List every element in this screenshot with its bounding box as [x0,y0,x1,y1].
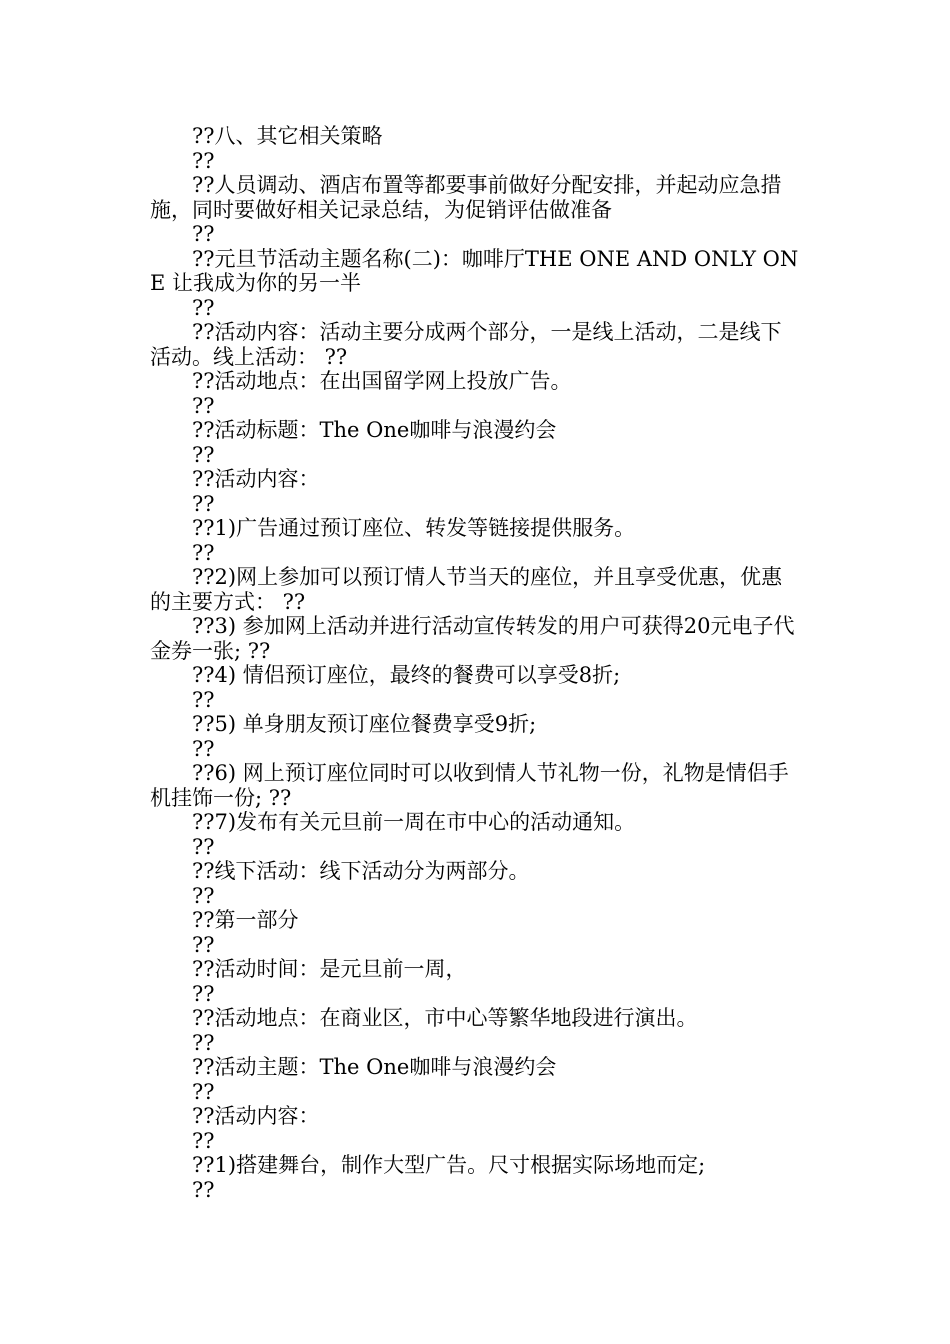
paragraph-content-label-2: ??活动内容： [192,1104,320,1128]
paragraph-blank: ?? [192,222,215,246]
paragraph-blank: ?? [192,932,215,957]
paragraph-part-one: ??第一部分 [192,908,299,932]
paragraph-item-1: ??1)广告通过预订座位、转发等链接提供服务。 [192,516,636,540]
paragraph-item-4: ??4) 情侣预订座位，最终的餐费可以享受8折; [192,663,621,687]
paragraph-blank: ?? [192,1128,215,1153]
paragraph-blank: ?? [192,442,215,467]
paragraph-item-2: ??2)网上参加可以预订情人节当天的座位，并且享受优惠，优惠的主要方式： ?? [150,565,783,614]
document-body [150,124,800,1202]
paragraph-blank: ?? [192,883,215,908]
paragraph-item-5: ??5) 单身朋友预订座位餐费享受9折; [192,712,537,736]
paragraph-blank: ?? [192,393,215,418]
paragraph-blank: ?? [192,148,215,173]
paragraph-activity-time: ??活动时间：是元旦前一周， [192,957,467,981]
paragraph-theme-title: ??元旦节活动主题名称(二)：咖啡厅THE ONE AND ONLY ONE 让我成为你的另一半 [150,246,799,295]
paragraph-blank: ?? [192,1030,215,1055]
paragraph-blank: ?? [192,1079,215,1104]
paragraph-offline-activity: ??线下活动：线下活动分为两部分。 [192,859,530,883]
paragraph-heading-other-strategies: ??八、其它相关策略 [192,124,383,148]
paragraph-item-3: ??3) 参加网上活动并进行活动宣传转发的用户可获得20元电子代金券一张; ?? [150,614,795,663]
paragraph-blank: ?? [192,540,215,565]
paragraph-content-label: ??活动内容： [192,467,320,491]
paragraph-blank: ?? [192,736,215,761]
paragraph-blank: ?? [192,295,215,320]
paragraph-item-6: ??6) 网上预订座位同时可以收到情人节礼物一份，礼物是情侣手机挂饰一份; ?? [150,761,789,810]
paragraph-activity-theme: ??活动主题：The One咖啡与浪漫约会 [192,1055,557,1079]
paragraph-item-7: ??7)发布有关元旦前一周在市中心的活动通知。 [192,810,636,834]
paragraph-blank: ?? [192,981,215,1006]
paragraph-blank: ?? [192,687,215,712]
paragraph-activity-content: ??活动内容：活动主要分成两个部分，一是线上活动，二是线下活动。线上活动： ?? [150,320,782,369]
paragraph-blank: ?? [192,834,215,859]
paragraph-staffing: ??人员调动、酒店布置等都要事前做好分配安排，并起动应急措施，同时要做好相关记录总结，为促销评估做准备 [150,173,782,222]
paragraph-location-online: ??活动地点：在出国留学网上投放广告。 [192,369,572,393]
paragraph-blank: ?? [192,1177,215,1202]
paragraph-blank: ?? [192,491,215,516]
paragraph-stage-item: ??1)搭建舞台，制作大型广告。尺寸根据实际场地而定; [192,1153,706,1177]
paragraph-activity-headline: ??活动标题：The One咖啡与浪漫约会 [192,418,557,442]
paragraph-location-offline: ??活动地点：在商业区，市中心等繁华地段进行演出。 [192,1006,698,1030]
